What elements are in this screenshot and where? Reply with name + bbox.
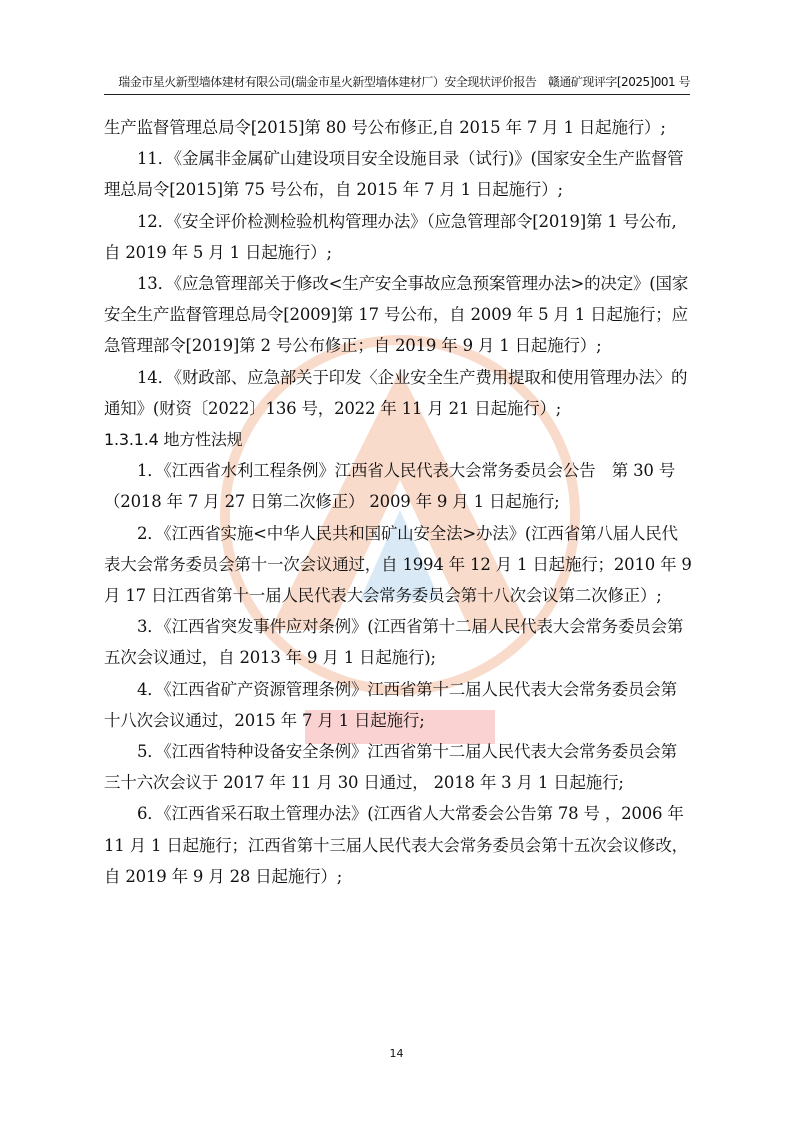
paragraph-3: 13．《应急管理部关于修改<生产安全事故应急预案管理办法>的决定》(国家安全生产监督管理总局令[2009]第 17 号公布，自 2009 年 5 月 1 日起施行；应急管理部令[2019]第 2 号公布修正；自 2019 年 9 月 1 日起施行）; <box>104 274 689 356</box>
paragraph-7: 2．《江西省实施<中华人民共和国矿山安全法>办法》(江西省第八届人民代表大会常务委员会第十一次会议通过，自 1994 年 12 月 1 日起施行；2010 年 9 月 17 日江西省第十一届人民代表大会常务委员会第十八次会议第二次修正）; <box>104 523 692 606</box>
header-rule <box>104 94 690 95</box>
paragraph-11: 6．《江西省采石取土管理办法》(江西省人大常委会公告第 78 号 ，2006 年 11 月 1 日起施行；江西省第十三届人民代表大会常务委员会第十五次会议修改，自 2019 年 9 月 28 日起施行）; <box>104 804 688 886</box>
paragraph-10: 5．《江西省特种设备安全条例》江西省第十二届人民代表大会常务委员会第三十六次会议于 2017 年 11 月 30 日通过， 2018 年 3 月 1 日起施行; <box>104 742 677 793</box>
running-header: 瑞金市星火新型墙体建材有限公司(瑞金市星火新型墙体建材厂）安全现状评价报告 赣通矿现评字[2025]001 号 <box>118 75 690 89</box>
paragraph-0: 生产监督管理总局令[2015]第 80 号公布修正,自 2015 年 7 月 1 日起施行）; <box>104 118 666 137</box>
paragraph-6: 1．《江西省水利工程条例》江西省人民代表大会常务委员会公告 第 30 号 （2018 年 7 月 27 日第二次修正） 2009 年 9 月 1 日起施行; <box>104 461 676 512</box>
paragraph-9: 4．《江西省矿产资源管理条例》江西省第十二届人民代表大会常务委员会第十八次会议通过，2015 年 7 月 1 日起施行; <box>104 679 677 730</box>
document-body <box>104 112 692 892</box>
page-number: 14 <box>389 1047 404 1060</box>
paragraph-1: 11．《金属非金属矿山建设项目安全设施目录（试行)》(国家安全生产监督管理总局令[2015]第 75 号公布，自 2015 年 7 月 1 日起施行）; <box>104 149 684 200</box>
paragraph-4: 14．《财政部、应急部关于印发〈企业安全生产费用提取和使用管理办法〉的通知》(财资〔2022〕136 号，2022 年 11 月 21 日起施行）; <box>104 367 688 418</box>
paragraph-2: 12．《安全评价检测检验机构管理办法》（应急管理部令[2019]第 1 号公布,自 2019 年 5 月 1 日起施行）; <box>104 211 677 262</box>
paragraph-8: 3．《江西省突发事件应对条例》(江西省第十二届人民代表大会常务委员会第五次会议通过，自 2013 年 9 月 1 日起施行); <box>104 617 684 668</box>
section-heading: 1.3.1.4 地方性法规 <box>104 430 243 450</box>
